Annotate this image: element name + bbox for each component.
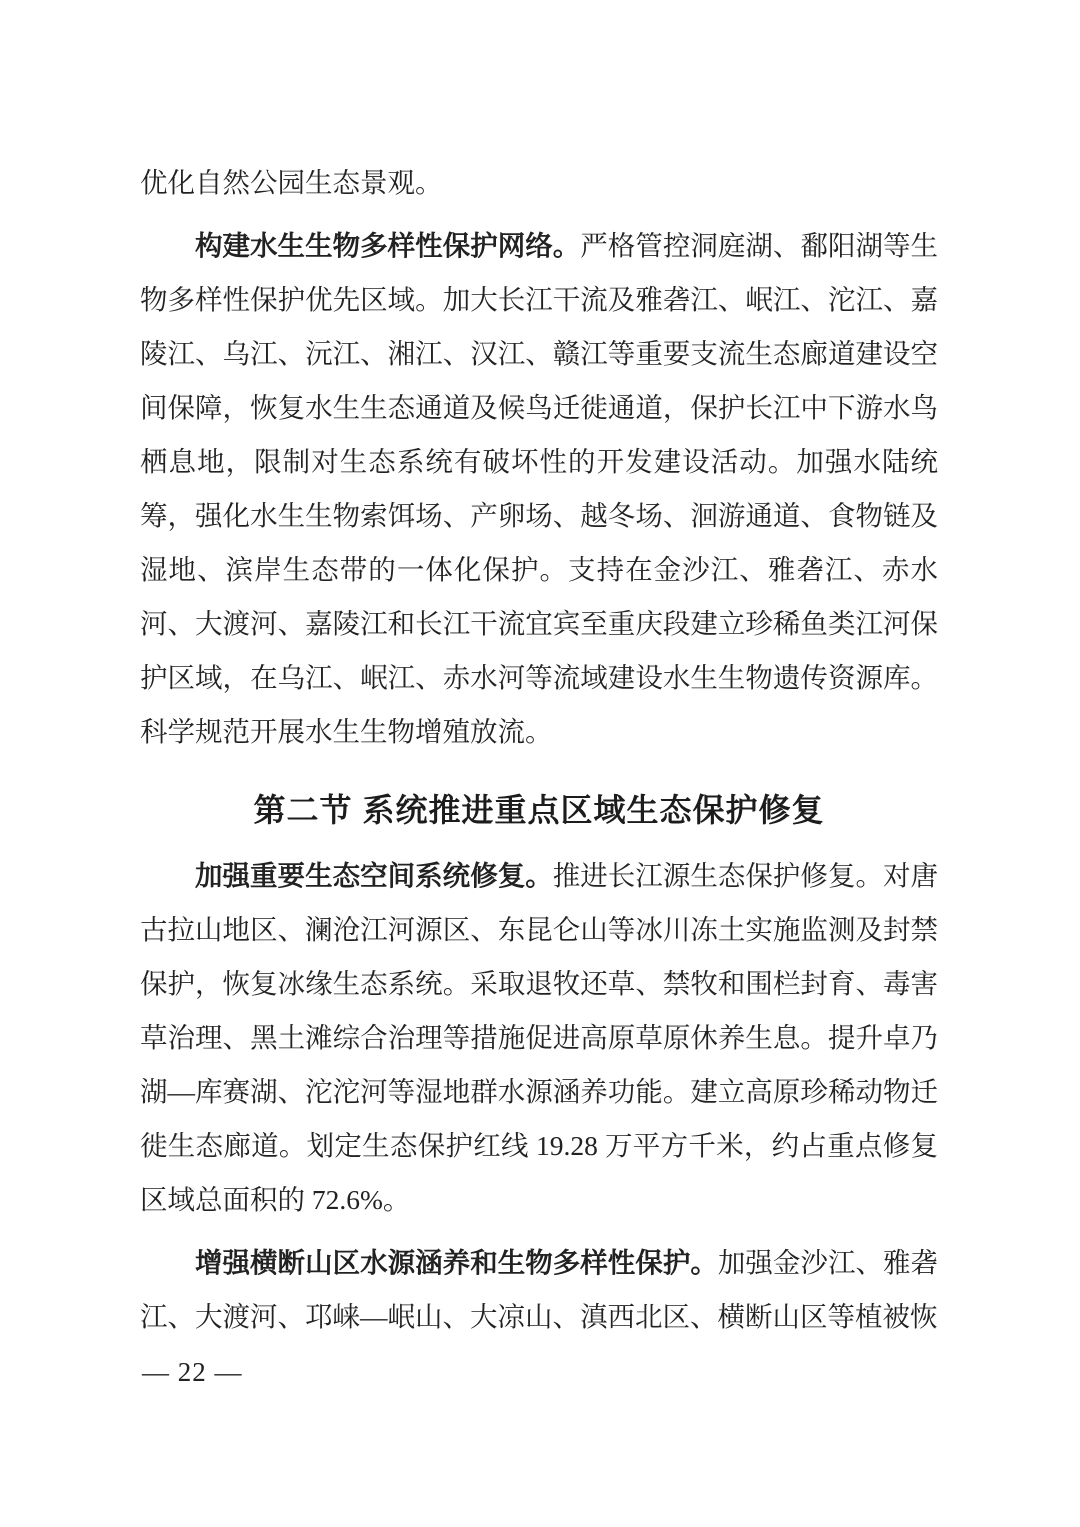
paragraph-lead-ecospace-repair: 加强重要生态空间系统修复。: [195, 860, 553, 891]
paragraph-lead-aquatic-biodiversity: 构建水生生物多样性保护网络。: [195, 230, 581, 261]
paragraph-hengduan-water-conservation: [140, 1236, 938, 1344]
paragraph-body-aquatic-biodiversity: 严格管控洞庭湖、鄱阳湖等生物多样性保护优先区域。加大长江干流及雅砻江、岷江、沱江、嘉陵江、乌江、沅江、湘江、汉江、赣江等重要支流生态廊道建设空间保障，恢复水生生态通道及候鸟迁徙通道，保护长江中下游水鸟栖息地，限制对生态系统有破坏性的开发建设活动。加强水陆统筹，强化水生生物索饵场、产卵场、越冬场、洄游通道、食物链及湿地、滨岸生态带的一体化保护。支持在金沙江、雅砻江、赤水河、大渡河、嘉陵江和长江干流宜宾至重庆段建立珍稀鱼类江河保护区域，在乌江、岷江、赤水河等流域建设水生生物遗传资源库。科学规范开展水生生物增殖放流。: [140, 230, 939, 747]
paragraph-ecospace-system-repair: [140, 849, 938, 1227]
section-heading-2: 第二节 系统推进重点区域生态保护修复: [253, 792, 825, 828]
paragraph-aquatic-biodiversity-network: [140, 219, 938, 759]
paragraph-lead-hengduan: 增强横断山区水源涵养和生物多样性保护。: [195, 1247, 718, 1278]
paragraph-body-ecospace-repair: 推进长江源生态保护修复。对唐古拉山地区、澜沧江河源区、东昆仑山等冰川冻土实施监测及封禁保护，恢复冰缘生态系统。采取退牧还草、禁牧和围栏封育、毒害草治理、黑土滩综合治理等措施促进高原草原休养生息。提升卓乃湖—库赛湖、沱沱河等湿地群水源涵养功能。建立高原珍稀动物迁徙生态廊道。划定生态保护红线 19.28 万平方千米，约占重点修复区域总面积的 72.6%。: [140, 860, 938, 1215]
paragraph-park-landscape-continuation: 优化自然公园生态景观。: [140, 167, 443, 198]
paragraph-body-hengduan: 加强金沙江、雅砻江、大渡河、邛崃—岷山、大凉山、滇西北区、横断山区等植被恢: [140, 1247, 939, 1332]
page-number: — 22 —: [142, 1357, 243, 1387]
